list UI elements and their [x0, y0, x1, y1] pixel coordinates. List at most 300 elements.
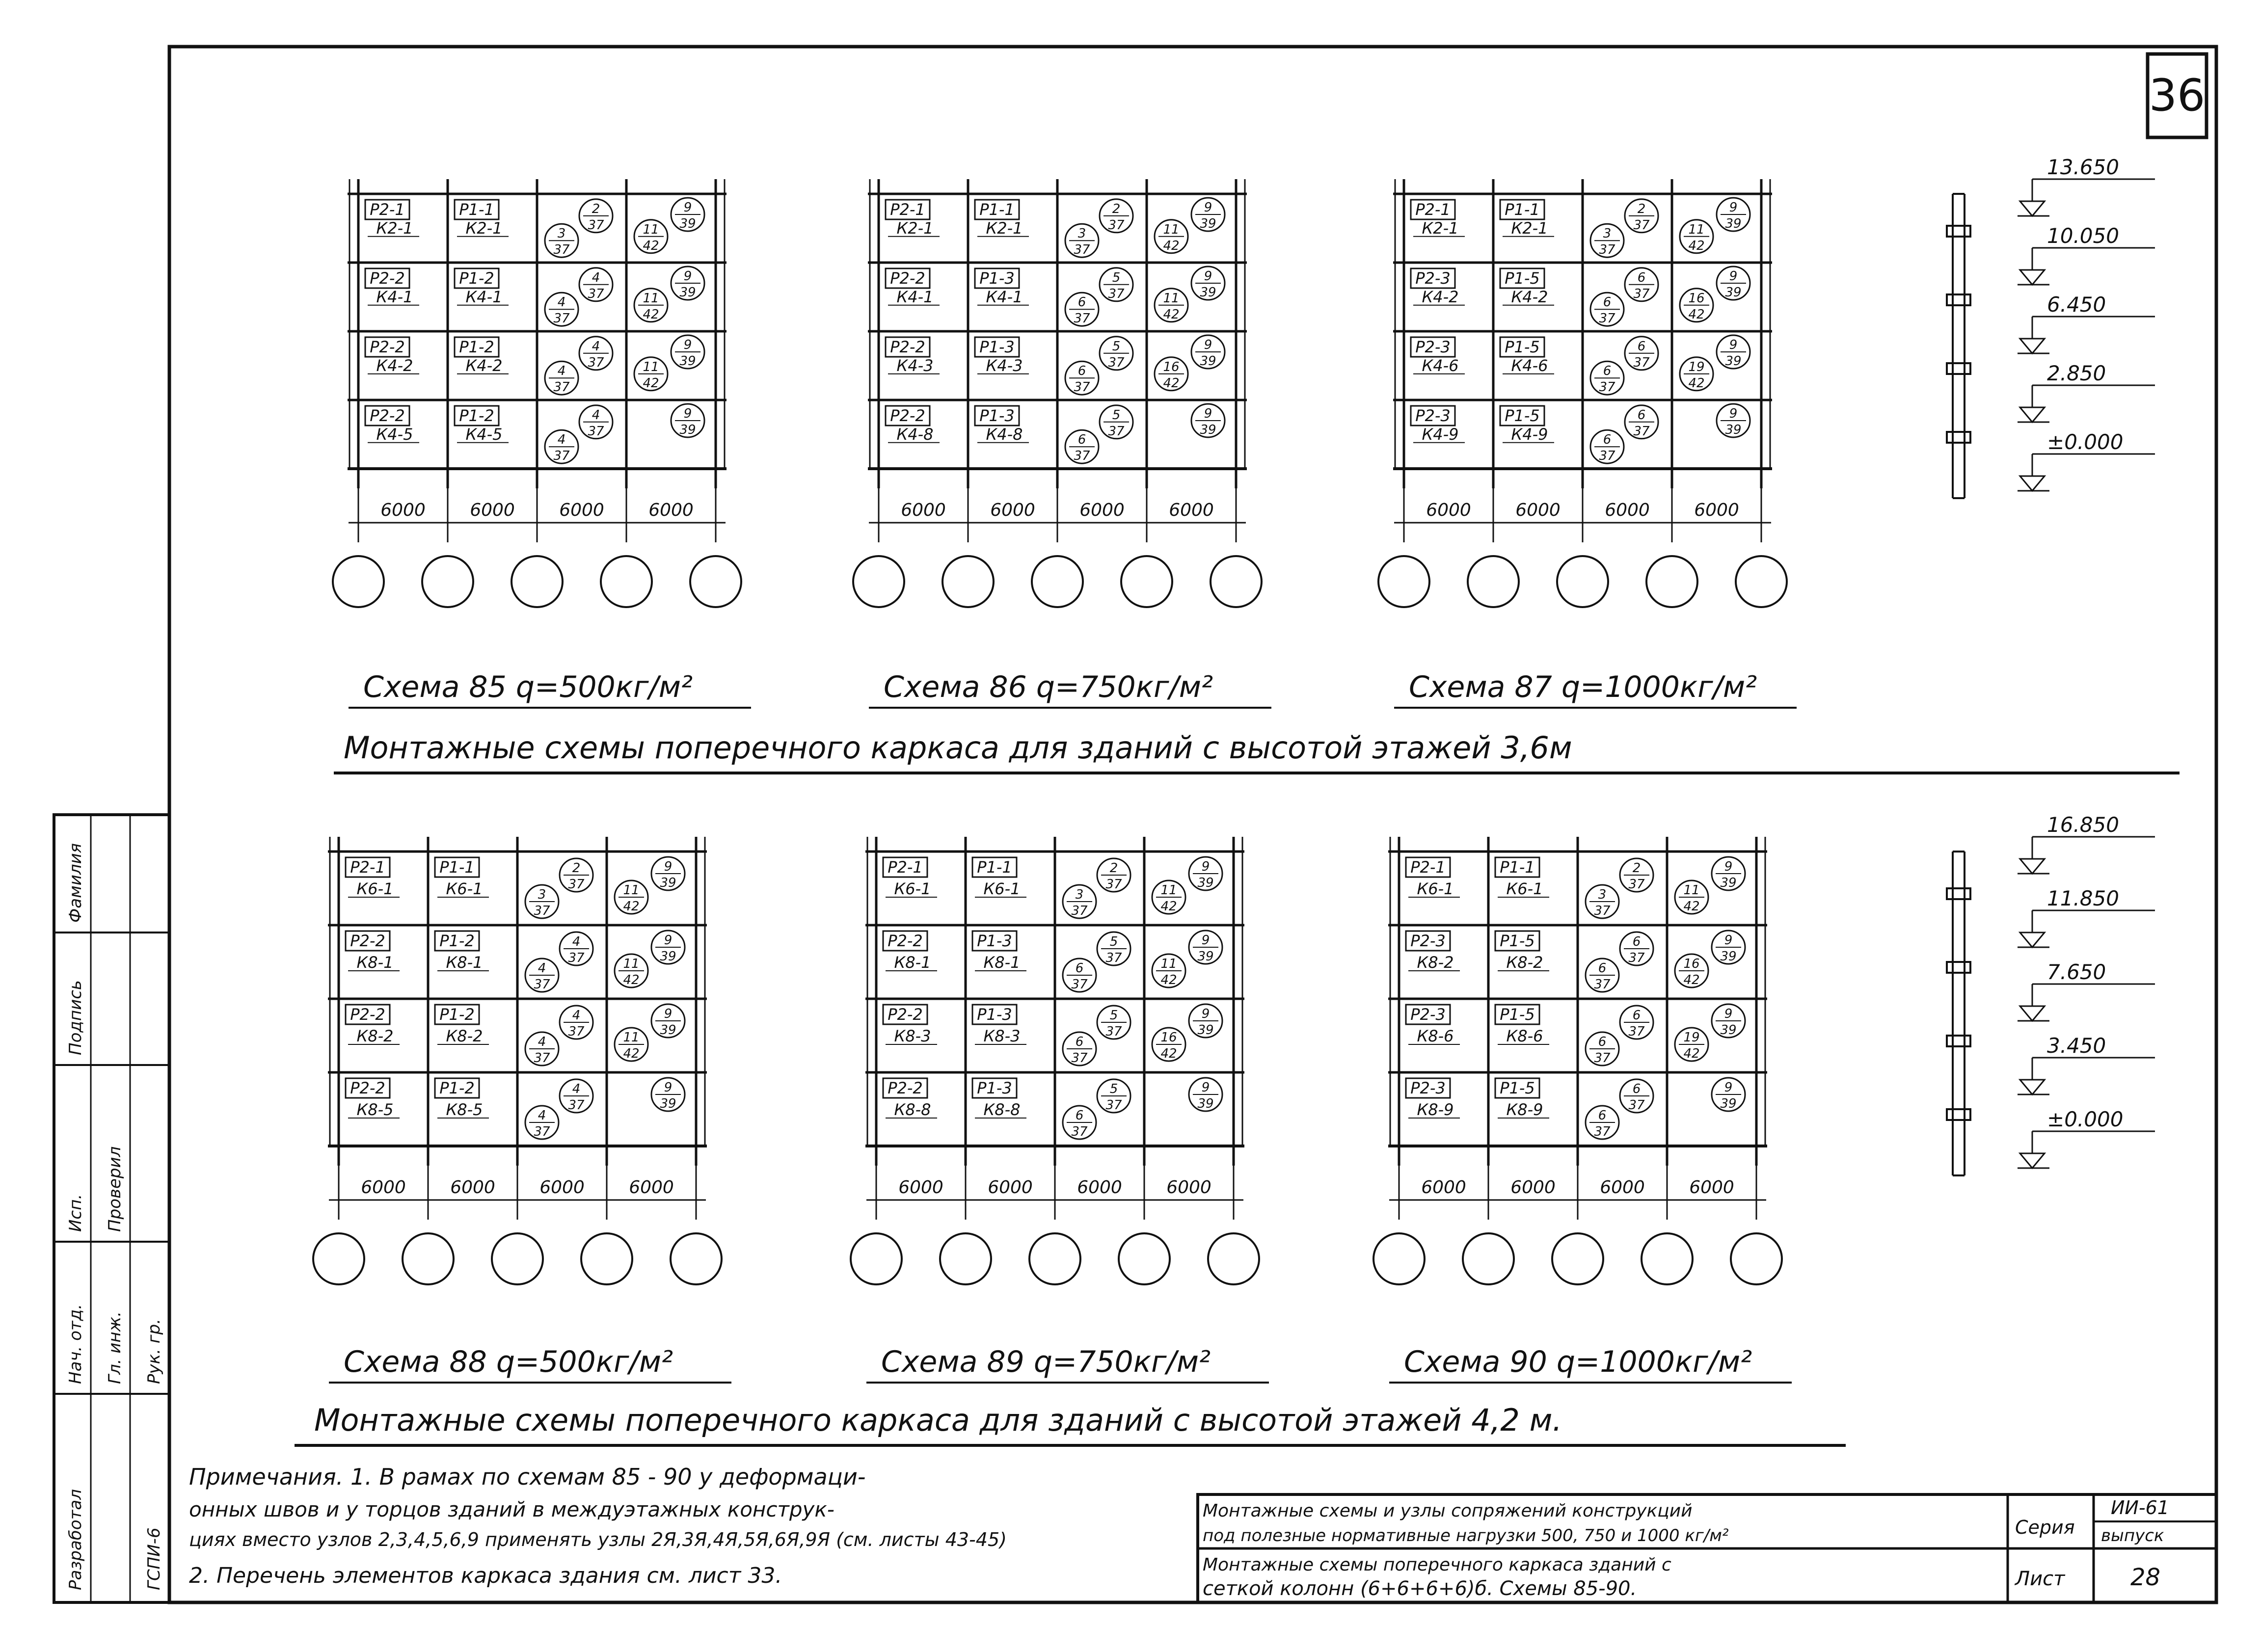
node-number: 9 — [683, 200, 692, 215]
node-number: 6 — [1075, 961, 1084, 976]
span-dimension: 6000 — [361, 1177, 406, 1198]
node-number: 9 — [664, 1080, 673, 1095]
span-dimension: 6000 — [1077, 1177, 1122, 1198]
stamp-issue-value: выпуск — [2101, 1526, 2164, 1545]
node-number: 4 — [572, 1008, 581, 1023]
beam-label: Р1-3 — [977, 932, 1012, 950]
title-bottom: Монтажные схемы поперечного каркаса для зданий с высотой этажей 4,2 м. — [314, 1402, 1562, 1438]
node-sheet: 37 — [1108, 217, 1125, 233]
node-number: 9 — [1724, 859, 1733, 874]
level-triangle — [2020, 407, 2045, 422]
beam-label: Р2-2 — [888, 1079, 923, 1097]
node-sheet: 39 — [660, 949, 676, 964]
axis-circle — [492, 1233, 543, 1284]
node-number: 5 — [1112, 270, 1121, 285]
node-number: 11 — [643, 291, 659, 306]
elevation-mark: 16.850 — [2047, 813, 2119, 837]
axis-circle — [1211, 556, 1262, 607]
node-number: 6 — [1077, 364, 1086, 379]
beam-label: Р1-5 — [1505, 338, 1540, 356]
node-number: 9 — [1724, 933, 1733, 948]
beam-label: Р2-2 — [888, 1005, 923, 1024]
node-number: 9 — [683, 338, 692, 352]
node-sheet: 37 — [1105, 951, 1122, 965]
node-number: 5 — [1112, 407, 1121, 423]
node-number: 11 — [1683, 883, 1700, 898]
span-dimension: 6000 — [1169, 500, 1214, 520]
node-sheet: 39 — [660, 876, 676, 890]
span-dimension: 6000 — [470, 500, 515, 520]
stamp-title-2b: сеткой колонн (6+6+6+6)б. Схемы 85-90. — [1203, 1577, 1637, 1600]
elevation-mark: 10.050 — [2047, 224, 2119, 248]
scheme-label: Схема 86 q=750кг/м² — [884, 670, 1213, 704]
beam-label: Р2-2 — [350, 932, 385, 950]
node-number: 11 — [623, 957, 640, 971]
node-number: 9 — [1724, 1080, 1733, 1095]
column-label: К4-9 — [1422, 425, 1459, 444]
node-sheet: 42 — [643, 375, 659, 391]
stamp-title-1b: под полезные нормативные нагрузки 500, 750 и 1000 кг/м² — [1203, 1526, 1729, 1545]
node-sheet: 42 — [643, 307, 659, 322]
column-label: К4-8 — [986, 425, 1023, 444]
node-sheet: 37 — [1074, 380, 1090, 395]
axis-circle — [942, 556, 994, 607]
node-sheet: 39 — [679, 354, 696, 369]
stamp-title-2a: Монтажные схемы поперечного каркаса зданий с — [1203, 1555, 1671, 1575]
node-sheet: 37 — [1633, 355, 1650, 370]
level-triangle — [2020, 339, 2045, 353]
beam-label: Р2-1 — [1410, 858, 1446, 877]
column-consoles — [1947, 1036, 1970, 1046]
node-number: 6 — [1598, 1035, 1607, 1049]
node-sheet: 37 — [1071, 977, 1088, 992]
node-number: 4 — [538, 961, 546, 976]
span-dimension: 6000 — [898, 1177, 943, 1198]
beam-label: Р2-1 — [890, 200, 925, 219]
note-line-1: Примечания. 1. В рамах по схемам 85 - 90 у деформаци- — [189, 1464, 866, 1490]
elevation-mark: ±0.000 — [2047, 430, 2124, 454]
column-label: К6-1 — [356, 879, 394, 898]
span-dimension: 6000 — [1421, 1177, 1466, 1198]
node-sheet: 37 — [1105, 1024, 1122, 1039]
beam-label: Р1-2 — [439, 1005, 475, 1024]
column-label: К8-6 — [1506, 1027, 1543, 1045]
beam-label: Р1-5 — [1500, 932, 1535, 950]
title-top: Монтажные схемы поперечного каркаса для зданий с высотой этажей 3,6м — [344, 730, 1572, 766]
node-number: 6 — [1603, 295, 1612, 310]
beam-label: Р2-2 — [350, 1005, 385, 1024]
node-number: 4 — [592, 270, 600, 285]
axis-circle — [601, 556, 652, 607]
column-label: К8-3 — [894, 1027, 931, 1045]
node-number: 9 — [664, 859, 673, 874]
node-number: 16 — [1160, 1030, 1177, 1045]
node-number: 16 — [1163, 359, 1180, 374]
node-sheet: 42 — [1160, 1046, 1177, 1061]
column-consoles — [1947, 294, 1970, 305]
axis-circle — [1646, 556, 1697, 607]
column-label: К6-1 — [983, 879, 1021, 898]
node-number: 11 — [643, 222, 659, 237]
node-number: 6 — [1632, 1082, 1641, 1096]
beam-label: Р1-5 — [1500, 1005, 1535, 1024]
node-number: 9 — [1729, 200, 1738, 215]
span-dimension: 6000 — [1600, 1177, 1645, 1198]
node-sheet: 37 — [553, 311, 570, 326]
node-sheet: 37 — [534, 977, 550, 992]
node-number: 4 — [572, 934, 581, 949]
axis-circle — [313, 1233, 364, 1284]
node-sheet: 42 — [1163, 307, 1180, 322]
column-label: К2-1 — [376, 219, 413, 238]
side-stamp-4: Исп. — [66, 1194, 85, 1232]
node-number: 19 — [1688, 359, 1705, 374]
node-sheet: 37 — [1599, 311, 1615, 326]
axis-circle — [853, 556, 904, 607]
node-number: 9 — [683, 269, 692, 284]
beam-label: Р1-3 — [977, 1005, 1012, 1024]
column-consoles — [1947, 432, 1970, 443]
node-sheet: 39 — [1200, 285, 1216, 300]
column-label: К4-2 — [376, 356, 413, 375]
axis-circle — [851, 1233, 902, 1284]
node-number: 6 — [1637, 270, 1646, 285]
beam-label: Р1-2 — [439, 932, 475, 950]
node-sheet: 37 — [1071, 904, 1088, 918]
node-sheet: 39 — [1197, 876, 1214, 890]
node-sheet: 42 — [643, 238, 659, 253]
axis-circle — [511, 556, 563, 607]
column-label: К4-2 — [1511, 288, 1548, 307]
node-number: 3 — [1077, 226, 1086, 241]
column-label: К8-1 — [446, 953, 483, 972]
column-label: К8-2 — [1417, 953, 1454, 972]
stamp-title-1a: Монтажные схемы и узлы сопряжений конструкций — [1203, 1501, 1693, 1521]
beam-label: Р1-5 — [1505, 269, 1540, 288]
node-sheet: 37 — [1594, 1124, 1611, 1139]
elevation-mark: 11.850 — [2047, 886, 2119, 910]
span-dimension: 6000 — [901, 500, 946, 520]
beam-label: Р2-2 — [890, 406, 925, 425]
beam-label: Р1-3 — [979, 269, 1015, 288]
node-sheet: 39 — [1720, 1023, 1737, 1038]
side-stamp-1: Нач. отд. — [66, 1304, 85, 1384]
node-number: 6 — [1077, 295, 1086, 310]
axis-circle — [1736, 556, 1787, 607]
node-sheet: 37 — [1599, 242, 1615, 258]
node-sheet: 42 — [1683, 1046, 1700, 1061]
node-number: 4 — [538, 1035, 546, 1049]
node-number: 5 — [1109, 1082, 1118, 1096]
span-dimension: 6000 — [1515, 500, 1561, 520]
span-dimension: 6000 — [1605, 500, 1650, 520]
node-sheet: 42 — [1163, 375, 1180, 391]
column-consoles — [1947, 226, 1970, 237]
node-sheet: 39 — [1725, 423, 1742, 437]
node-sheet: 42 — [623, 1046, 640, 1061]
node-number: 6 — [1075, 1035, 1084, 1049]
node-sheet: 37 — [1599, 449, 1615, 464]
node-number: 4 — [557, 364, 566, 379]
stamp-series-label: Серия — [2015, 1517, 2075, 1538]
node-sheet: 39 — [1725, 285, 1742, 300]
beam-label: Р2-2 — [890, 338, 925, 356]
node-number: 2 — [1112, 201, 1121, 216]
node-number: 6 — [1632, 934, 1641, 949]
axis-circle — [690, 556, 741, 607]
node-sheet: 37 — [1628, 877, 1645, 892]
beam-label: Р2-2 — [370, 406, 405, 425]
column-label: К2-1 — [986, 219, 1023, 238]
column-label: К4-6 — [1422, 356, 1459, 375]
node-number: 5 — [1112, 339, 1121, 354]
elevation-mark: 7.650 — [2047, 960, 2106, 984]
beam-label: Р2-3 — [1415, 338, 1451, 356]
column-label: К8-8 — [894, 1100, 931, 1119]
column-label: К4-1 — [465, 288, 503, 307]
node-number: 11 — [1160, 957, 1177, 971]
column-label: К8-1 — [983, 953, 1021, 972]
note-line-4: 2. Перечень элементов каркаса здания см. лист 33. — [189, 1563, 782, 1588]
node-sheet: 42 — [1688, 375, 1705, 391]
frame-scheme-top-3 — [1378, 179, 1797, 708]
node-number: 2 — [1109, 861, 1118, 876]
node-sheet: 39 — [1725, 216, 1742, 231]
node-sheet: 39 — [1720, 876, 1737, 890]
node-sheet: 37 — [1633, 424, 1650, 439]
node-number: 3 — [538, 887, 546, 902]
node-sheet: 37 — [553, 380, 570, 395]
column-label: К4-2 — [465, 356, 503, 375]
node-number: 5 — [1109, 934, 1118, 949]
node-number: 9 — [1729, 338, 1738, 352]
column-label: К8-1 — [894, 953, 931, 972]
level-triangle — [2020, 1080, 2045, 1094]
frame-scheme-top-1 — [333, 179, 751, 708]
axis-circle — [422, 556, 473, 607]
node-number: 6 — [1598, 961, 1607, 976]
axis-circle — [1119, 1233, 1170, 1284]
node-sheet: 37 — [1105, 1098, 1122, 1113]
beam-label: Р1-1 — [459, 200, 494, 219]
node-sheet: 37 — [1071, 1124, 1088, 1139]
column-label: К8-9 — [1417, 1100, 1454, 1119]
node-number: 2 — [1637, 201, 1646, 216]
level-triangle — [2020, 1006, 2045, 1021]
node-sheet: 37 — [1105, 877, 1122, 892]
node-sheet: 42 — [1683, 899, 1700, 914]
column-consoles — [1947, 363, 1970, 374]
beam-label: Р2-2 — [370, 269, 405, 288]
column-label: К6-1 — [1417, 879, 1454, 898]
column-label: К8-1 — [356, 953, 394, 972]
span-dimension: 6000 — [990, 500, 1035, 520]
beam-label: Р2-1 — [888, 858, 923, 877]
column-label: К6-1 — [894, 879, 931, 898]
column-label: К8-2 — [446, 1027, 483, 1045]
node-sheet: 37 — [1633, 217, 1650, 233]
node-sheet: 42 — [1688, 307, 1705, 322]
beam-label: Р2-2 — [370, 338, 405, 356]
node-sheet: 37 — [1628, 951, 1645, 965]
column-label: К8-2 — [1506, 953, 1543, 972]
side-stamp-2: Гл. инж. — [105, 1311, 125, 1384]
node-number: 2 — [592, 201, 600, 216]
node-sheet: 37 — [534, 1124, 550, 1139]
side-stamp-8: ГСПИ-6 — [144, 1527, 164, 1590]
beam-label: Р1-3 — [977, 1079, 1012, 1097]
frame-scheme-bottom-1 — [313, 837, 731, 1383]
node-number: 2 — [1632, 861, 1641, 876]
node-sheet: 42 — [1160, 973, 1177, 987]
node-number: 11 — [623, 1030, 640, 1045]
beam-label: Р1-1 — [1505, 200, 1540, 219]
span-dimension: 6000 — [1510, 1177, 1556, 1198]
node-sheet: 37 — [1108, 286, 1125, 301]
side-stamp-3: Рук. гр. — [144, 1318, 164, 1384]
node-sheet: 37 — [1108, 424, 1125, 439]
node-number: 16 — [1688, 291, 1705, 306]
scheme-label: Схема 90 q=1000кг/м² — [1404, 1345, 1752, 1379]
column-label: К4-3 — [986, 356, 1023, 375]
node-number: 6 — [1603, 432, 1612, 448]
side-stamp-5: Проверил — [105, 1146, 125, 1232]
level-triangle — [2020, 476, 2045, 491]
node-number: 9 — [1729, 269, 1738, 284]
node-number: 9 — [1201, 1007, 1210, 1021]
beam-label: Р2-2 — [890, 269, 925, 288]
beam-label: Р2-1 — [1415, 200, 1451, 219]
schemes-layer — [313, 179, 1797, 1383]
node-sheet: 39 — [1197, 1096, 1214, 1111]
column-label: К2-1 — [1511, 219, 1548, 238]
node-number: 6 — [1637, 339, 1646, 354]
beam-label: Р1-2 — [459, 269, 494, 288]
elevation-column-bottom — [1947, 813, 2155, 1175]
column-label: К4-3 — [896, 356, 934, 375]
node-sheet: 37 — [1074, 449, 1090, 464]
node-number: 9 — [664, 933, 673, 948]
node-number: 9 — [1204, 406, 1212, 421]
node-sheet: 37 — [1594, 904, 1611, 918]
scheme-label: Схема 88 q=500кг/м² — [344, 1345, 673, 1379]
node-number: 9 — [683, 406, 692, 421]
column-label: К8-5 — [446, 1100, 483, 1119]
axis-circle — [1468, 556, 1519, 607]
axis-circle — [403, 1233, 454, 1284]
node-number: 6 — [1603, 364, 1612, 379]
node-number: 2 — [572, 861, 581, 876]
title-block — [1198, 1494, 2216, 1602]
node-sheet: 37 — [534, 1051, 550, 1066]
scheme-label: Схема 87 q=1000кг/м² — [1409, 670, 1757, 704]
beam-label: Р2-3 — [1410, 1079, 1446, 1097]
span-dimension: 6000 — [1694, 500, 1739, 520]
span-dimension: 6000 — [380, 500, 426, 520]
beam-label: Р2-3 — [1410, 932, 1446, 950]
column-label: К6-1 — [446, 879, 483, 898]
column-label: К4-8 — [896, 425, 934, 444]
column-label: К8-6 — [1417, 1027, 1454, 1045]
axis-circle — [671, 1233, 722, 1284]
beam-label: Р1-1 — [1500, 858, 1535, 877]
column-label: К8-3 — [983, 1027, 1021, 1045]
beam-label: Р2-3 — [1415, 406, 1451, 425]
beam-label: Р1-2 — [459, 338, 494, 356]
column-label: К2-1 — [465, 219, 503, 238]
span-dimension: 6000 — [450, 1177, 495, 1198]
beam-label: Р1-3 — [979, 338, 1015, 356]
node-sheet: 42 — [1683, 973, 1700, 987]
node-sheet: 37 — [1599, 380, 1615, 395]
column-label: К4-2 — [1422, 288, 1459, 307]
node-number: 5 — [1109, 1008, 1118, 1023]
frame-scheme-bottom-2 — [851, 837, 1269, 1383]
axis-circle — [1121, 556, 1172, 607]
side-stamp-6: Подпись — [66, 980, 85, 1055]
axis-circle — [1557, 556, 1608, 607]
node-number: 3 — [1598, 887, 1607, 902]
level-triangle — [2020, 201, 2045, 216]
column-label: К2-1 — [896, 219, 934, 238]
node-number: 9 — [1204, 269, 1212, 284]
node-number: 9 — [1729, 406, 1738, 421]
node-number: 4 — [592, 407, 600, 423]
column-label: К6-1 — [1506, 879, 1543, 898]
level-triangle — [2020, 933, 2045, 947]
node-sheet: 37 — [1071, 1051, 1088, 1066]
elevation-column-top — [1947, 155, 2155, 498]
node-sheet: 39 — [1720, 1096, 1737, 1111]
node-number: 11 — [1160, 883, 1177, 898]
node-sheet: 37 — [568, 951, 585, 965]
beam-label: Р1-1 — [979, 200, 1015, 219]
node-number: 6 — [1637, 407, 1646, 423]
elevation-mark: 3.450 — [2047, 1034, 2106, 1058]
beam-label: Р1-2 — [439, 1079, 475, 1097]
column-label: К8-9 — [1506, 1100, 1543, 1119]
node-number: 4 — [572, 1082, 581, 1096]
stamp-series-value: ИИ-61 — [2111, 1497, 2169, 1519]
node-number: 11 — [1163, 222, 1180, 237]
node-sheet: 39 — [1725, 354, 1742, 369]
note-line-2: онных швов и у торцов зданий в междуэтажных конструк- — [189, 1497, 834, 1521]
node-sheet: 37 — [568, 1024, 585, 1039]
axis-circle — [940, 1233, 991, 1284]
node-sheet: 39 — [660, 1096, 676, 1111]
node-number: 4 — [557, 295, 566, 310]
node-sheet: 42 — [623, 973, 640, 987]
node-number: 3 — [1603, 226, 1612, 241]
node-sheet: 37 — [553, 449, 570, 464]
node-number: 6 — [1632, 1008, 1641, 1023]
node-number: 9 — [1201, 933, 1210, 948]
node-sheet: 37 — [1628, 1024, 1645, 1039]
column-label: К2-1 — [1422, 219, 1459, 238]
axis-circle — [1208, 1233, 1259, 1284]
node-number: 9 — [1201, 1080, 1210, 1095]
column-label: К4-1 — [986, 288, 1023, 307]
column-label: К4-1 — [376, 288, 413, 307]
node-sheet: 37 — [588, 286, 604, 301]
node-sheet: 37 — [1628, 1098, 1645, 1113]
beam-label: Р1-5 — [1505, 406, 1540, 425]
beam-label: Р2-2 — [350, 1079, 385, 1097]
node-number: 9 — [664, 1007, 673, 1021]
side-stamp-7: Фамилия — [66, 843, 85, 923]
node-number: 3 — [557, 226, 566, 241]
column-label: К4-6 — [1511, 356, 1548, 375]
